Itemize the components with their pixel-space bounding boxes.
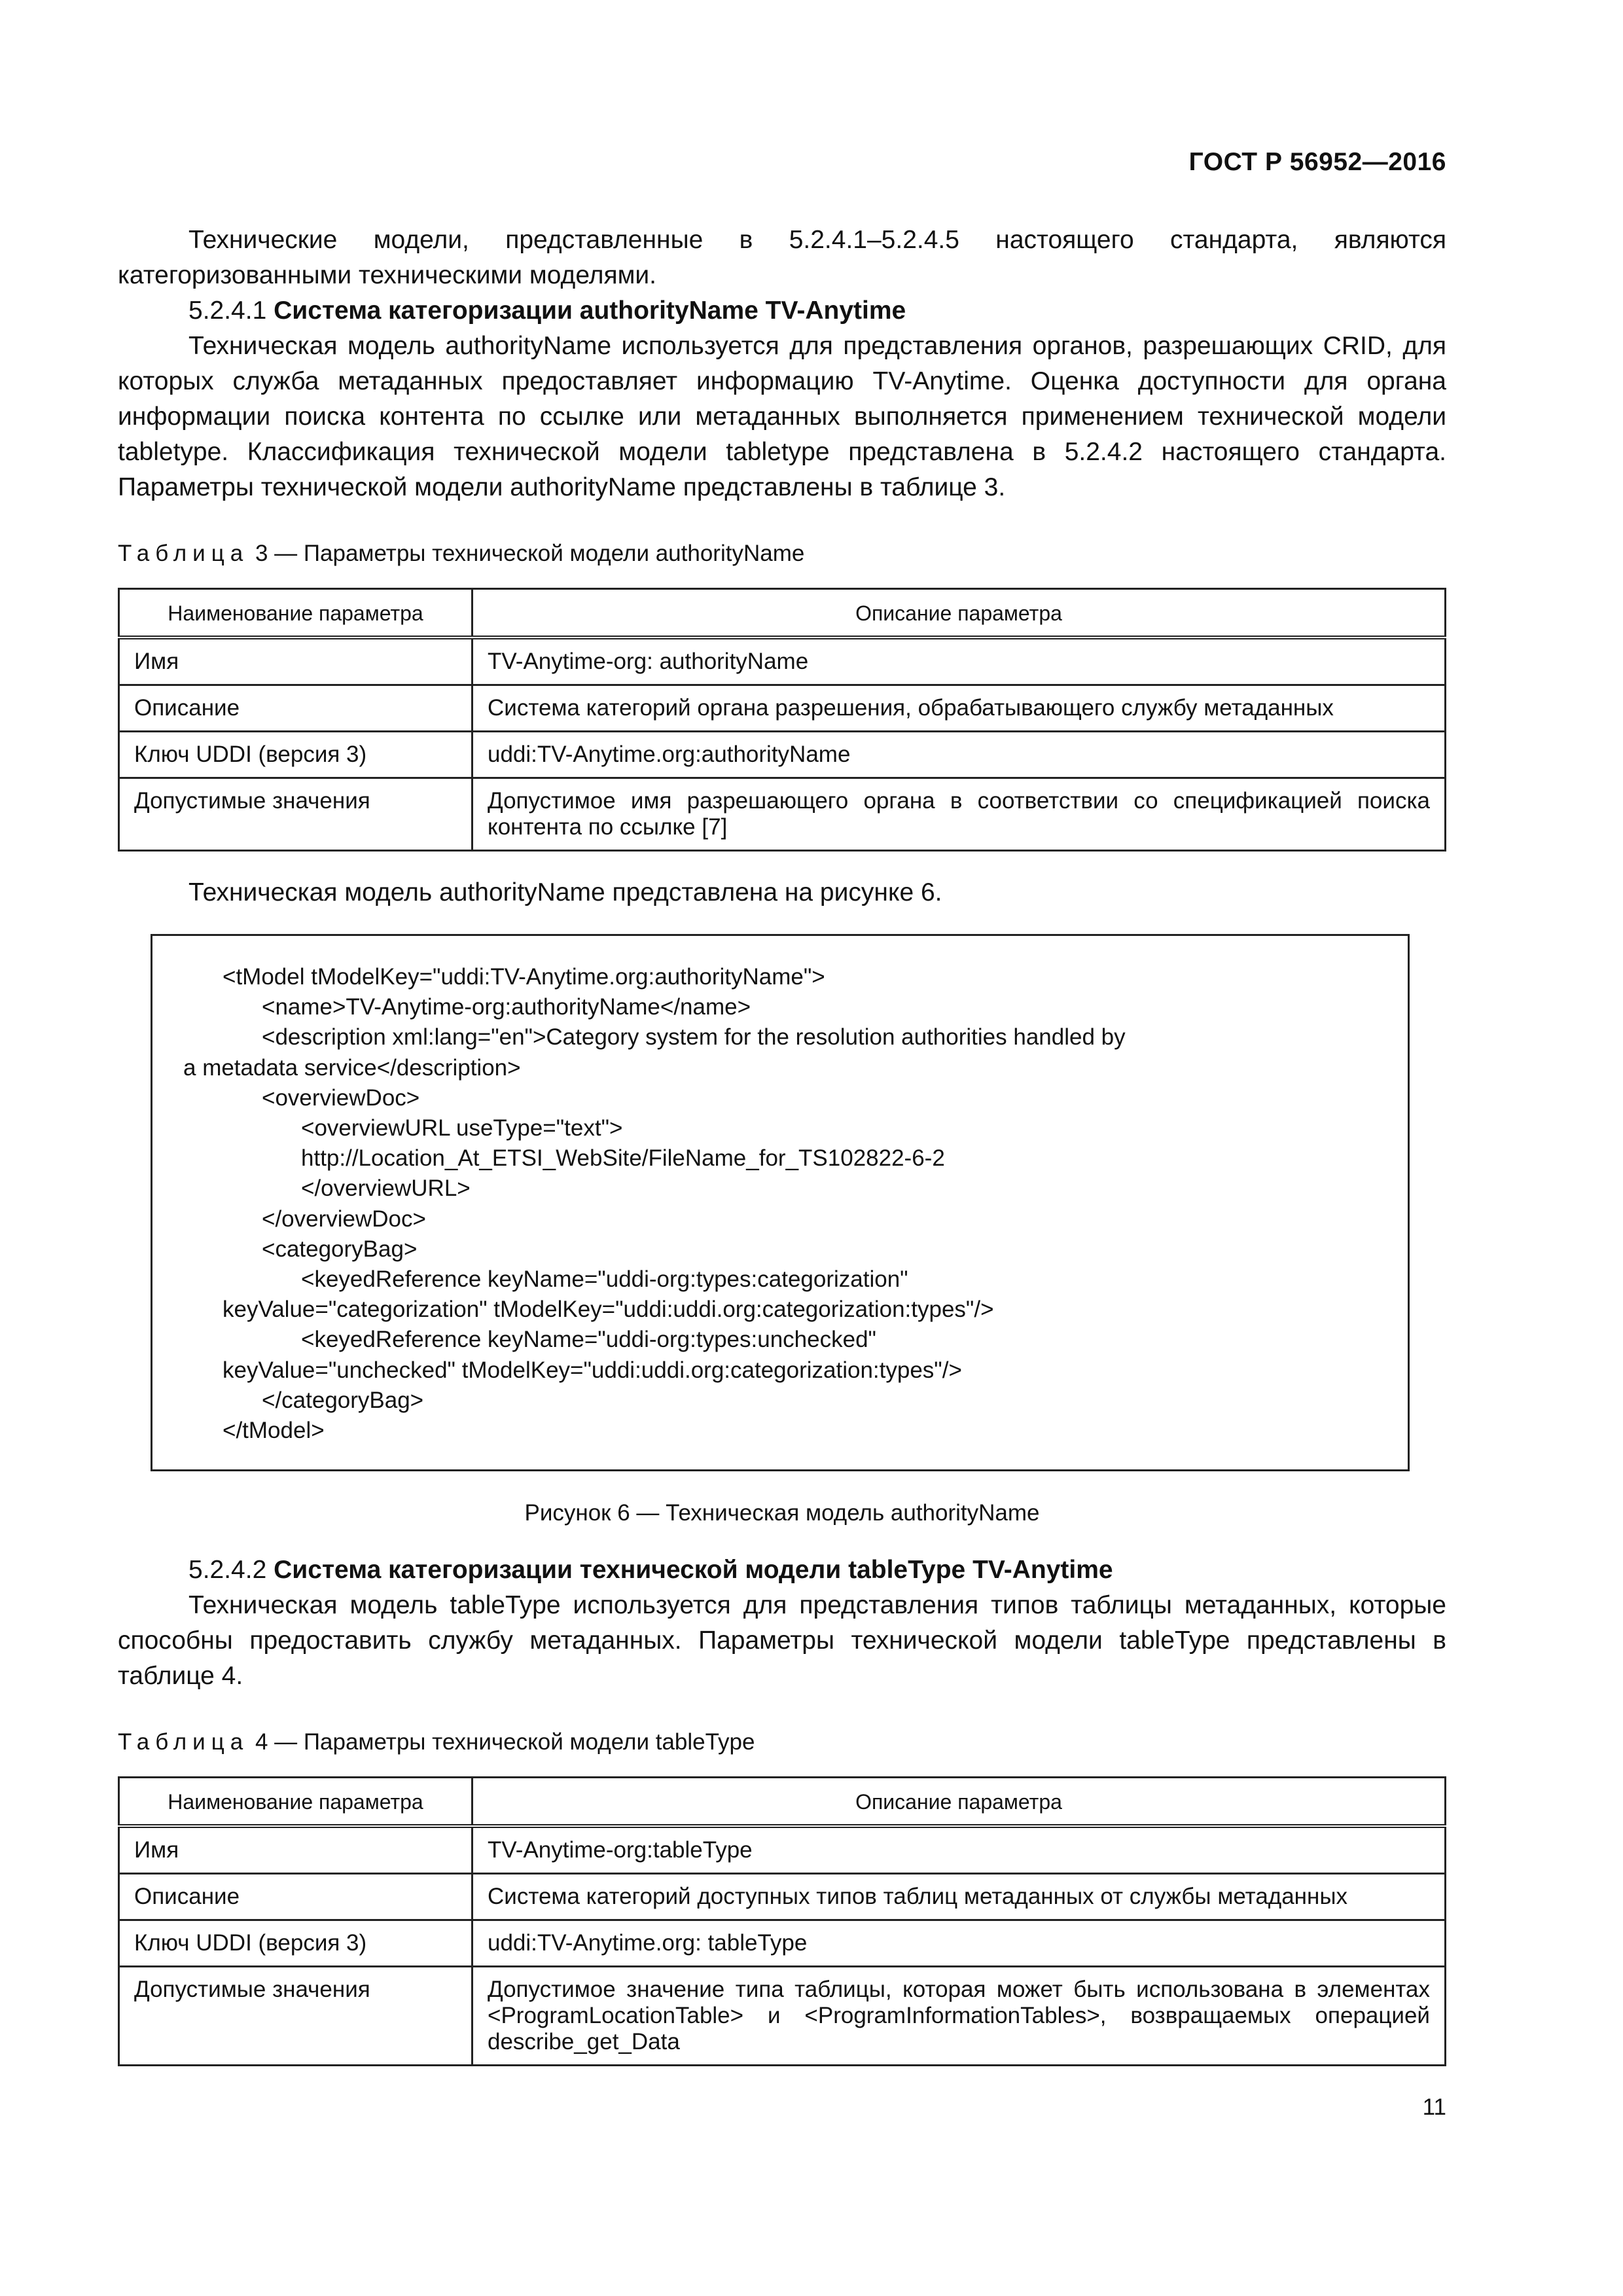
code-line: </overviewURL> bbox=[301, 1175, 471, 1202]
parameter-name: Допустимые значения bbox=[119, 778, 473, 851]
parameter-description: Система категорий доступных типов таблиц метаданных от службы метаданных bbox=[473, 1874, 1446, 1920]
parameter-description: Допустимое имя разрешающего органа в соответствии со спецификацией поиска контента по ссылке [7] bbox=[473, 778, 1446, 851]
table-header-row bbox=[119, 1778, 1446, 1827]
parameter-name: Имя bbox=[119, 1826, 473, 1874]
table-header-row bbox=[119, 589, 1446, 638]
parameter-name: Допустимые значения bbox=[119, 1967, 473, 2066]
header-parameter-description: Описание параметра bbox=[473, 589, 1446, 638]
header-parameter-name: Наименование параметра bbox=[119, 589, 473, 638]
table-row bbox=[119, 685, 1446, 732]
parameter-description: TV-Anytime-org:tableType bbox=[473, 1826, 1446, 1874]
parameter-description: uddi:TV-Anytime.org: tableType bbox=[473, 1920, 1446, 1967]
table-label: Таблица bbox=[118, 541, 249, 566]
code-line: <categoryBag> bbox=[262, 1236, 418, 1262]
table-row bbox=[119, 732, 1446, 778]
parameter-name: Имя bbox=[119, 637, 473, 685]
table-caption bbox=[118, 538, 1446, 569]
section-number: 5.2.4.1 bbox=[188, 296, 267, 325]
table-row bbox=[119, 1874, 1446, 1920]
parameter-name: Ключ UDDI (версия 3) bbox=[119, 1920, 473, 1967]
table-caption bbox=[118, 1727, 1446, 1758]
parameter-description: TV-Anytime-org: authorityName bbox=[473, 637, 1446, 685]
code-line: </categoryBag> bbox=[262, 1387, 424, 1413]
parameters-table bbox=[118, 1776, 1446, 2066]
code-line: http://Location_At_ETSI_WebSite/FileName_for_TS102822-6-2 bbox=[301, 1145, 945, 1172]
page-content bbox=[118, 223, 1446, 2066]
section-title: Система категоризации технической модели tableType TV-Anytime bbox=[274, 1556, 1113, 1585]
code-line: </tModel> bbox=[223, 1418, 325, 1444]
figure-caption: Рисунок 6 — Техническая модель authorityName bbox=[524, 1500, 1040, 1526]
code-line: <description xml:lang="en">Category system for the resolution authorities handled by bbox=[262, 1024, 1126, 1050]
header-parameter-name: Наименование параметра bbox=[119, 1778, 473, 1827]
parameter-description: Допустимое значение типа таблицы, которая может быть использована в элементах <ProgramLocationTable> и <ProgramInformationTables>, возвращаемых операцией describe_get_Data bbox=[473, 1967, 1446, 2066]
page-number: 11 bbox=[1422, 2094, 1446, 2120]
code-line: <keyedReference keyName="uddi-org:types:categorization" bbox=[301, 1266, 908, 1293]
parameters-table bbox=[118, 588, 1446, 852]
parameter-description: Система категорий органа разрешения, обрабатывающего службу метаданных bbox=[473, 685, 1446, 732]
table-row bbox=[119, 778, 1446, 851]
section-title: Система категоризации authorityName TV-Anytime bbox=[274, 296, 906, 325]
intro-paragraph: Технические модели, представленные в 5.2.4.1–5.2.4.5 настоящего стандарта, являются категоризованными техническими моделями. bbox=[118, 226, 1446, 289]
code-line: keyValue="unchecked" tModelKey="uddi:uddi.org:categorization:types"/> bbox=[223, 1357, 962, 1383]
section-paragraph: Техническая модель tableType используется для представления типов таблицы метаданных, которые способны предоставить службу метаданных. Параметры технической модели tableType представлены в таблице 4. bbox=[118, 1591, 1446, 1691]
document-code: ГОСТ Р 56952—2016 bbox=[1188, 148, 1446, 176]
table-title: 4 — Параметры технической модели tableType bbox=[255, 1729, 755, 1755]
code-line: </overviewDoc> bbox=[262, 1206, 426, 1232]
parameter-name: Описание bbox=[119, 1874, 473, 1920]
table-label: Таблица bbox=[118, 1729, 249, 1755]
code-line: <name>TV-Anytime-org:authorityName</name> bbox=[262, 994, 751, 1020]
section-paragraph: Техническая модель authorityName используется для представления органов, разрешающих CRID, для которых служба метаданных предоставляет информацию TV-Anytime. Оценка доступности для органа информации поиска контента по ссылке или метаданных выполняется применением технической модели tabletype. Классификация технической модели tabletype представлена в 5.2.4.2 настоящего стандарта. Параметры технической модели authorityName представлены в таблице 3. bbox=[118, 332, 1446, 501]
table-row bbox=[119, 1967, 1446, 2066]
parameter-name: Ключ UDDI (версия 3) bbox=[119, 732, 473, 778]
section-number: 5.2.4.2 bbox=[188, 1556, 267, 1585]
code-line: <overviewURL useType="text"> bbox=[301, 1115, 623, 1141]
table-row bbox=[119, 1826, 1446, 1874]
figure-intro-paragraph: Техническая модель authorityName представлена на рисунке 6. bbox=[188, 878, 942, 906]
parameter-name: Описание bbox=[119, 685, 473, 732]
table-row bbox=[119, 637, 1446, 685]
code-line: keyValue="categorization" tModelKey="uddi:uddi.org:categorization:types"/> bbox=[223, 1297, 994, 1323]
section-heading bbox=[118, 1552, 1446, 1588]
code-line: <keyedReference keyName="uddi-org:types:unchecked" bbox=[301, 1327, 876, 1353]
table-title: 3 — Параметры технической модели authorityName bbox=[255, 541, 805, 566]
code-figure bbox=[151, 934, 1410, 1471]
code-line: <tModel tModelKey="uddi:TV-Anytime.org:authorityName"> bbox=[223, 964, 825, 990]
section-heading bbox=[118, 293, 1446, 329]
table-row bbox=[119, 1920, 1446, 1967]
parameter-description: uddi:TV-Anytime.org:authorityName bbox=[473, 732, 1446, 778]
code-line: <overviewDoc> bbox=[262, 1085, 420, 1111]
header-parameter-description: Описание параметра bbox=[473, 1778, 1446, 1827]
code-line: a metadata service</description> bbox=[183, 1054, 521, 1081]
